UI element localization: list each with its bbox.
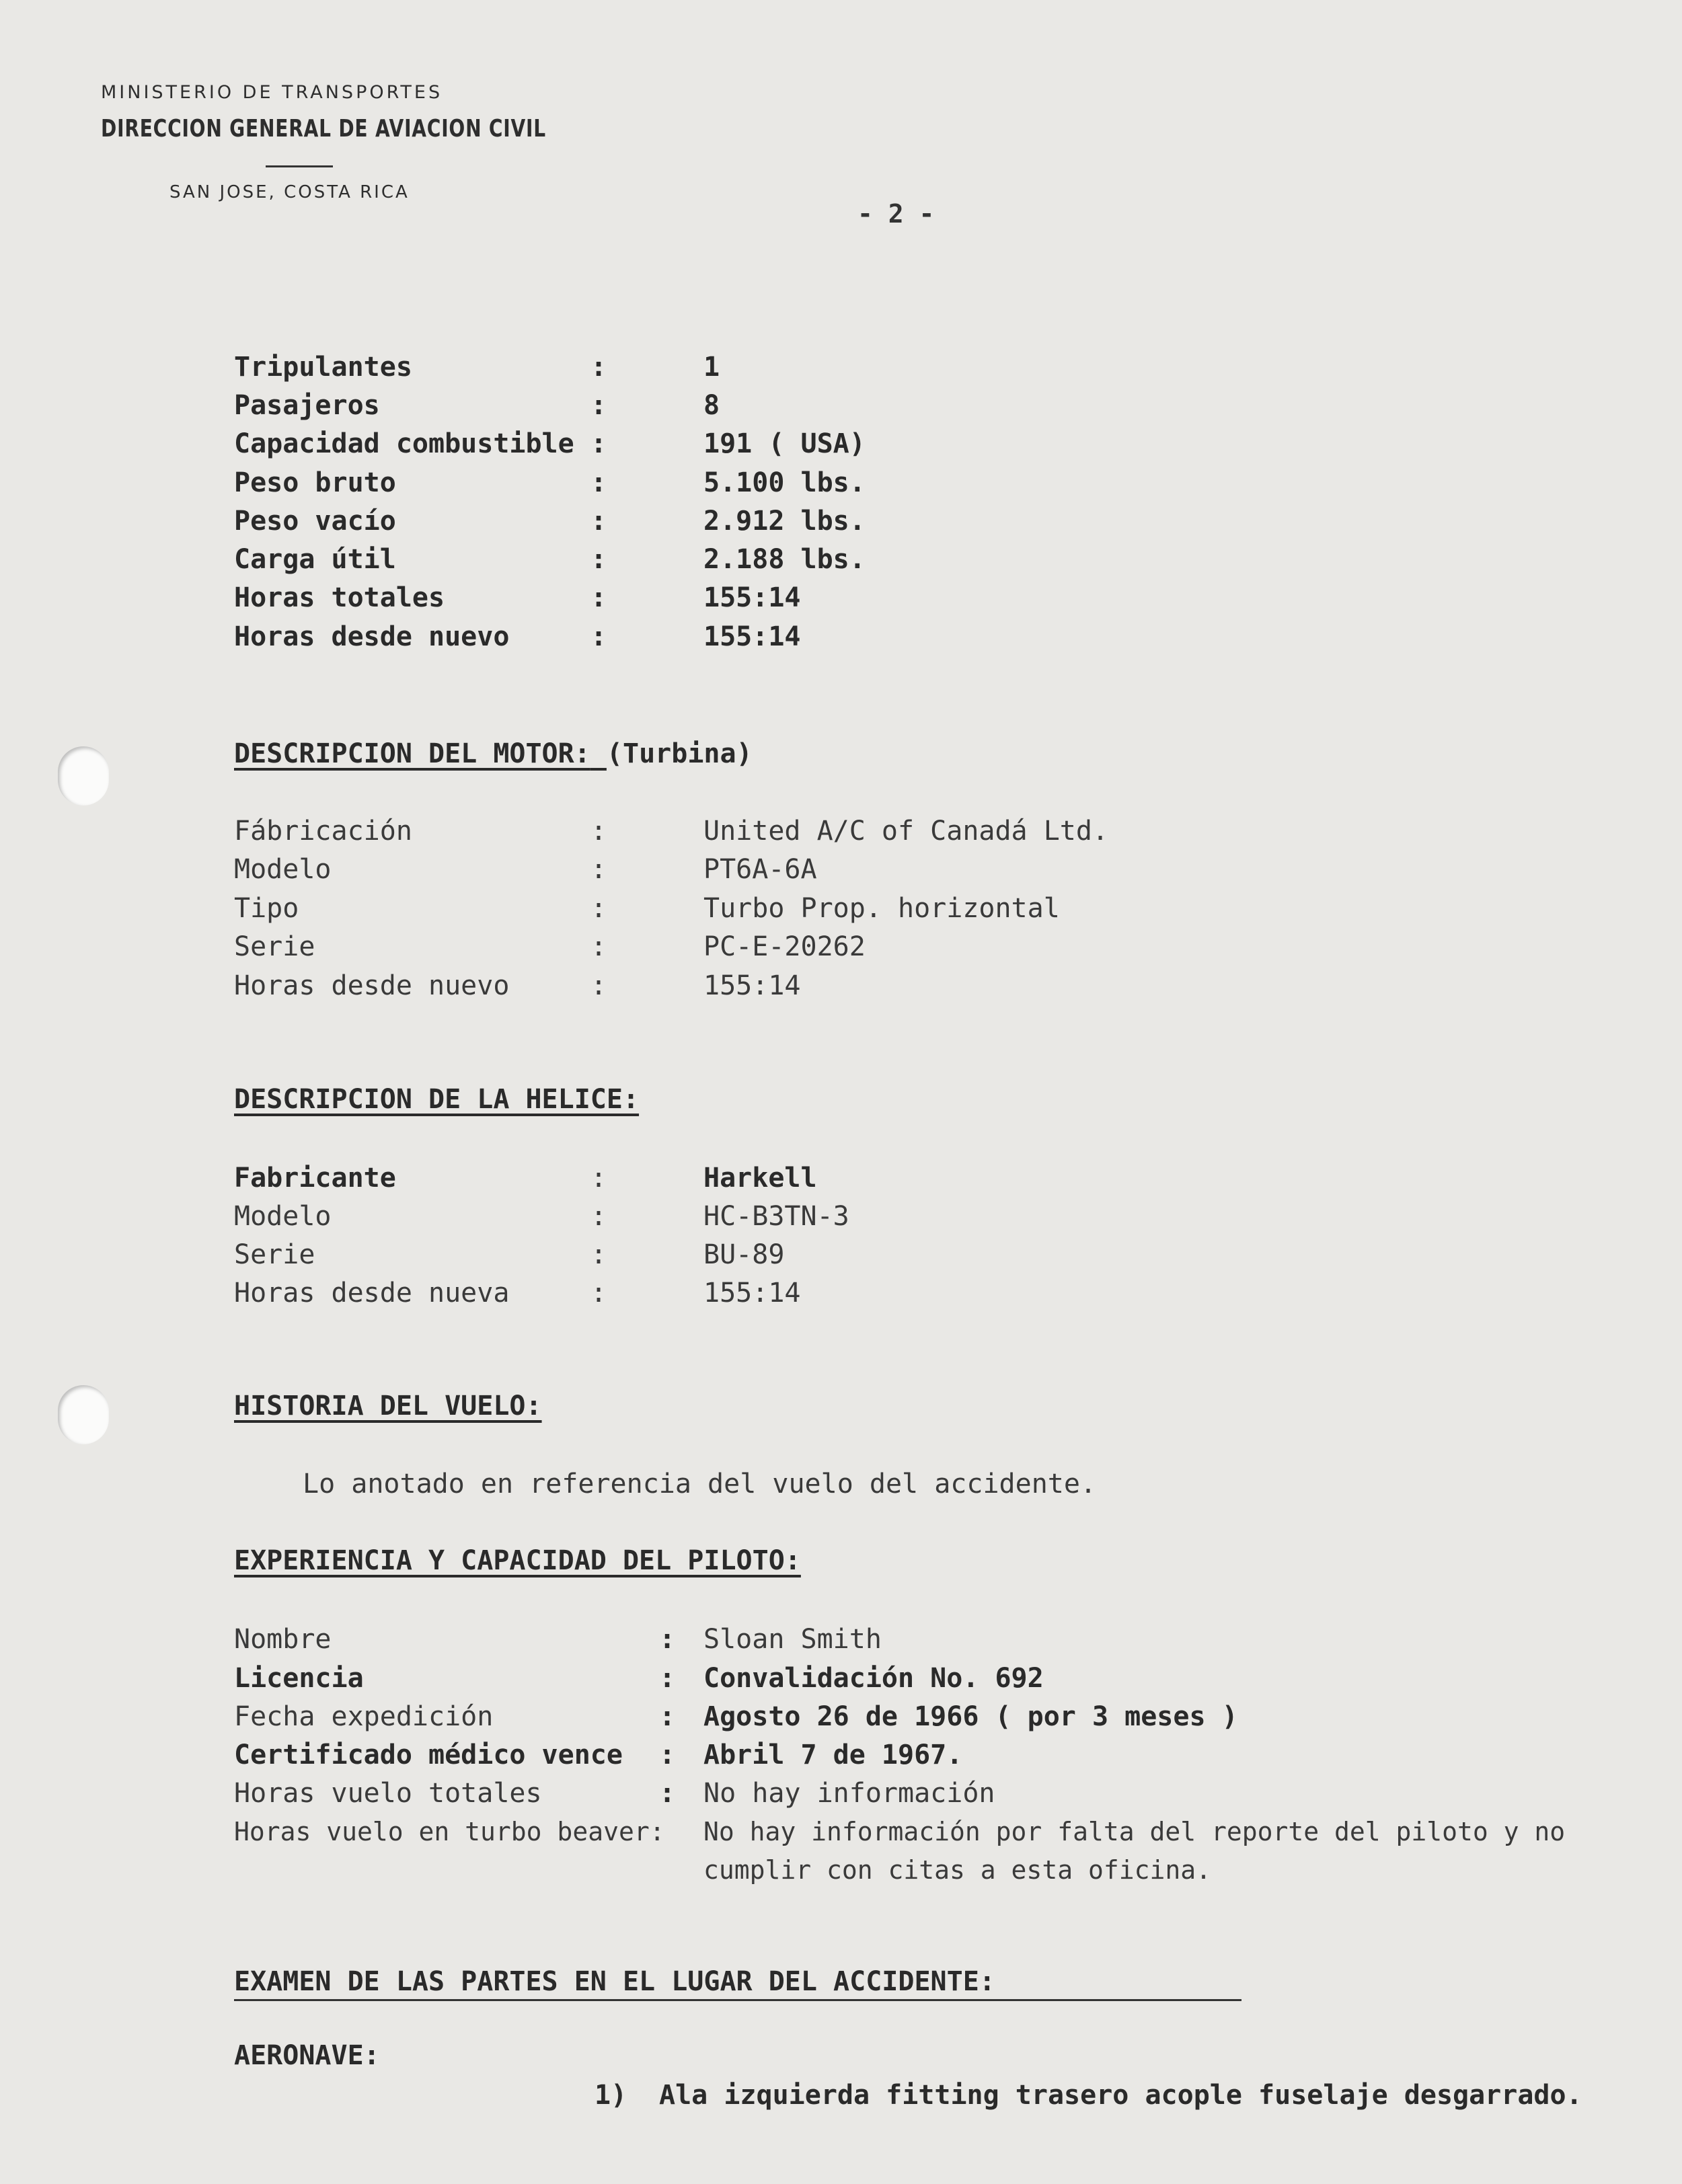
aircraft-subheading: AERONAVE: — [234, 2040, 380, 2071]
motor-heading — [234, 738, 753, 769]
spec-value: 191 ( USA) — [703, 428, 866, 459]
letterhead — [101, 82, 672, 202]
pilot-value: Sloan Smith — [703, 1624, 882, 1655]
spec-label: Carga útil — [234, 544, 396, 575]
propeller-value: 155:14 — [703, 1278, 801, 1309]
spec-label: Capacidad combustible — [234, 428, 574, 459]
colon: : — [590, 467, 607, 498]
punch-hole-top — [58, 746, 109, 806]
colon: : — [590, 970, 607, 1001]
spec-label: Horas totales — [234, 582, 445, 613]
spec-value: 2.912 lbs. — [703, 506, 866, 537]
punch-hole-bottom — [58, 1385, 109, 1444]
motor-heading-text: DESCRIPCION DEL MOTOR: — [234, 738, 590, 769]
spec-label: Peso bruto — [234, 467, 396, 498]
colon: : — [659, 1624, 676, 1655]
colon: : — [590, 582, 607, 613]
motor-value: Turbo Prop. horizontal — [703, 893, 1060, 924]
pilot-value: Abril 7 de 1967. — [703, 1740, 963, 1770]
propeller-value: Harkell — [703, 1163, 817, 1194]
colon: : — [659, 1663, 676, 1694]
propeller-label: Fabricante — [234, 1163, 396, 1194]
pilot-label: Nombre — [234, 1624, 332, 1655]
colon: : — [590, 428, 607, 459]
pilot-value-continued: cumplir con citas a esta oficina. — [703, 1855, 1211, 1885]
colon: : — [590, 1163, 607, 1194]
pilot-label: Certificado médico vence — [234, 1740, 623, 1770]
pilot-value: No hay información — [703, 1778, 995, 1809]
motor-label: Fábricación — [234, 816, 412, 847]
colon: : — [590, 893, 607, 924]
pilot-heading: EXPERIENCIA Y CAPACIDAD DEL PILOTO: — [234, 1545, 801, 1576]
spec-value: 1 — [703, 352, 720, 383]
colon: : — [590, 1201, 607, 1232]
spec-label: Peso vacío — [234, 506, 396, 537]
colon: : — [590, 1239, 607, 1270]
spec-label: Tripulantes — [234, 352, 412, 383]
colon: : — [590, 506, 607, 537]
colon: : — [590, 544, 607, 575]
colon: : — [659, 1778, 676, 1809]
colon: : — [590, 390, 607, 421]
propeller-label: Serie — [234, 1239, 315, 1270]
flight-history-heading: HISTORIA DEL VUELO: — [234, 1391, 542, 1421]
motor-value: 155:14 — [703, 970, 801, 1001]
spec-value: 8 — [703, 390, 720, 421]
colon: : — [590, 352, 607, 383]
spec-value: 155:14 — [703, 582, 801, 613]
directorate-name: DIRECCION GENERAL DE AVIACION CIVIL — [101, 115, 546, 143]
spec-label: Pasajeros — [234, 390, 380, 421]
colon: : — [659, 1701, 676, 1732]
ministry-name: MINISTERIO DE TRANSPORTES — [101, 82, 443, 103]
letterhead-rule — [266, 165, 333, 167]
exam-heading-underline — [234, 1999, 1241, 2001]
colon: : — [590, 1278, 607, 1309]
pilot-value: Convalidación No. 692 — [703, 1663, 1044, 1694]
letterhead-location: SAN JOSE, COSTA RICA — [169, 182, 410, 202]
flight-history-text: Lo anotado en referencia del vuelo del accidente. — [303, 1469, 1097, 1499]
motor-value: PC-E-20262 — [703, 931, 866, 962]
propeller-value: BU-89 — [703, 1239, 785, 1270]
spec-value: 5.100 lbs. — [703, 467, 866, 498]
exam-item-number: 1) — [595, 2080, 627, 2111]
spec-value: 155:14 — [703, 621, 801, 652]
colon: : — [590, 854, 607, 885]
motor-label: Tipo — [234, 893, 299, 924]
colon: : — [590, 931, 607, 962]
pilot-label: Licencia — [234, 1663, 364, 1694]
spec-value: 2.188 lbs. — [703, 544, 866, 575]
propeller-label: Horas desde nueva — [234, 1278, 510, 1309]
spec-label: Horas desde nuevo — [234, 621, 510, 652]
colon: : — [590, 816, 607, 847]
propeller-heading: DESCRIPCION DE LA HELICE: — [234, 1084, 640, 1115]
pilot-value: Agosto 26 de 1966 ( por 3 meses ) — [703, 1701, 1238, 1732]
motor-heading-note: (Turbina) — [606, 738, 753, 769]
pilot-label: Fecha expedición — [234, 1701, 494, 1732]
pilot-label: Horas vuelo en turbo beaver: — [234, 1817, 665, 1846]
motor-label: Horas desde nuevo — [234, 970, 510, 1001]
motor-value: United A/C of Canadá Ltd. — [703, 816, 1109, 847]
colon: : — [659, 1740, 676, 1770]
exam-item-text: Ala izquierda fitting trasero acople fuselaje desgarrado. — [659, 2080, 1582, 2111]
motor-label: Serie — [234, 931, 315, 962]
exam-heading: EXAMEN DE LAS PARTES EN EL LUGAR DEL ACCIDENTE: — [234, 1966, 995, 1997]
page-number: - 2 - — [857, 199, 935, 229]
pilot-label: Horas vuelo totales — [234, 1778, 542, 1809]
propeller-label: Modelo — [234, 1201, 332, 1232]
pilot-value: No hay información por falta del reporte del piloto y no — [703, 1817, 1566, 1846]
propeller-value: HC-B3TN-3 — [703, 1201, 849, 1232]
colon: : — [590, 621, 607, 652]
motor-value: PT6A-6A — [703, 854, 817, 885]
motor-label: Modelo — [234, 854, 332, 885]
